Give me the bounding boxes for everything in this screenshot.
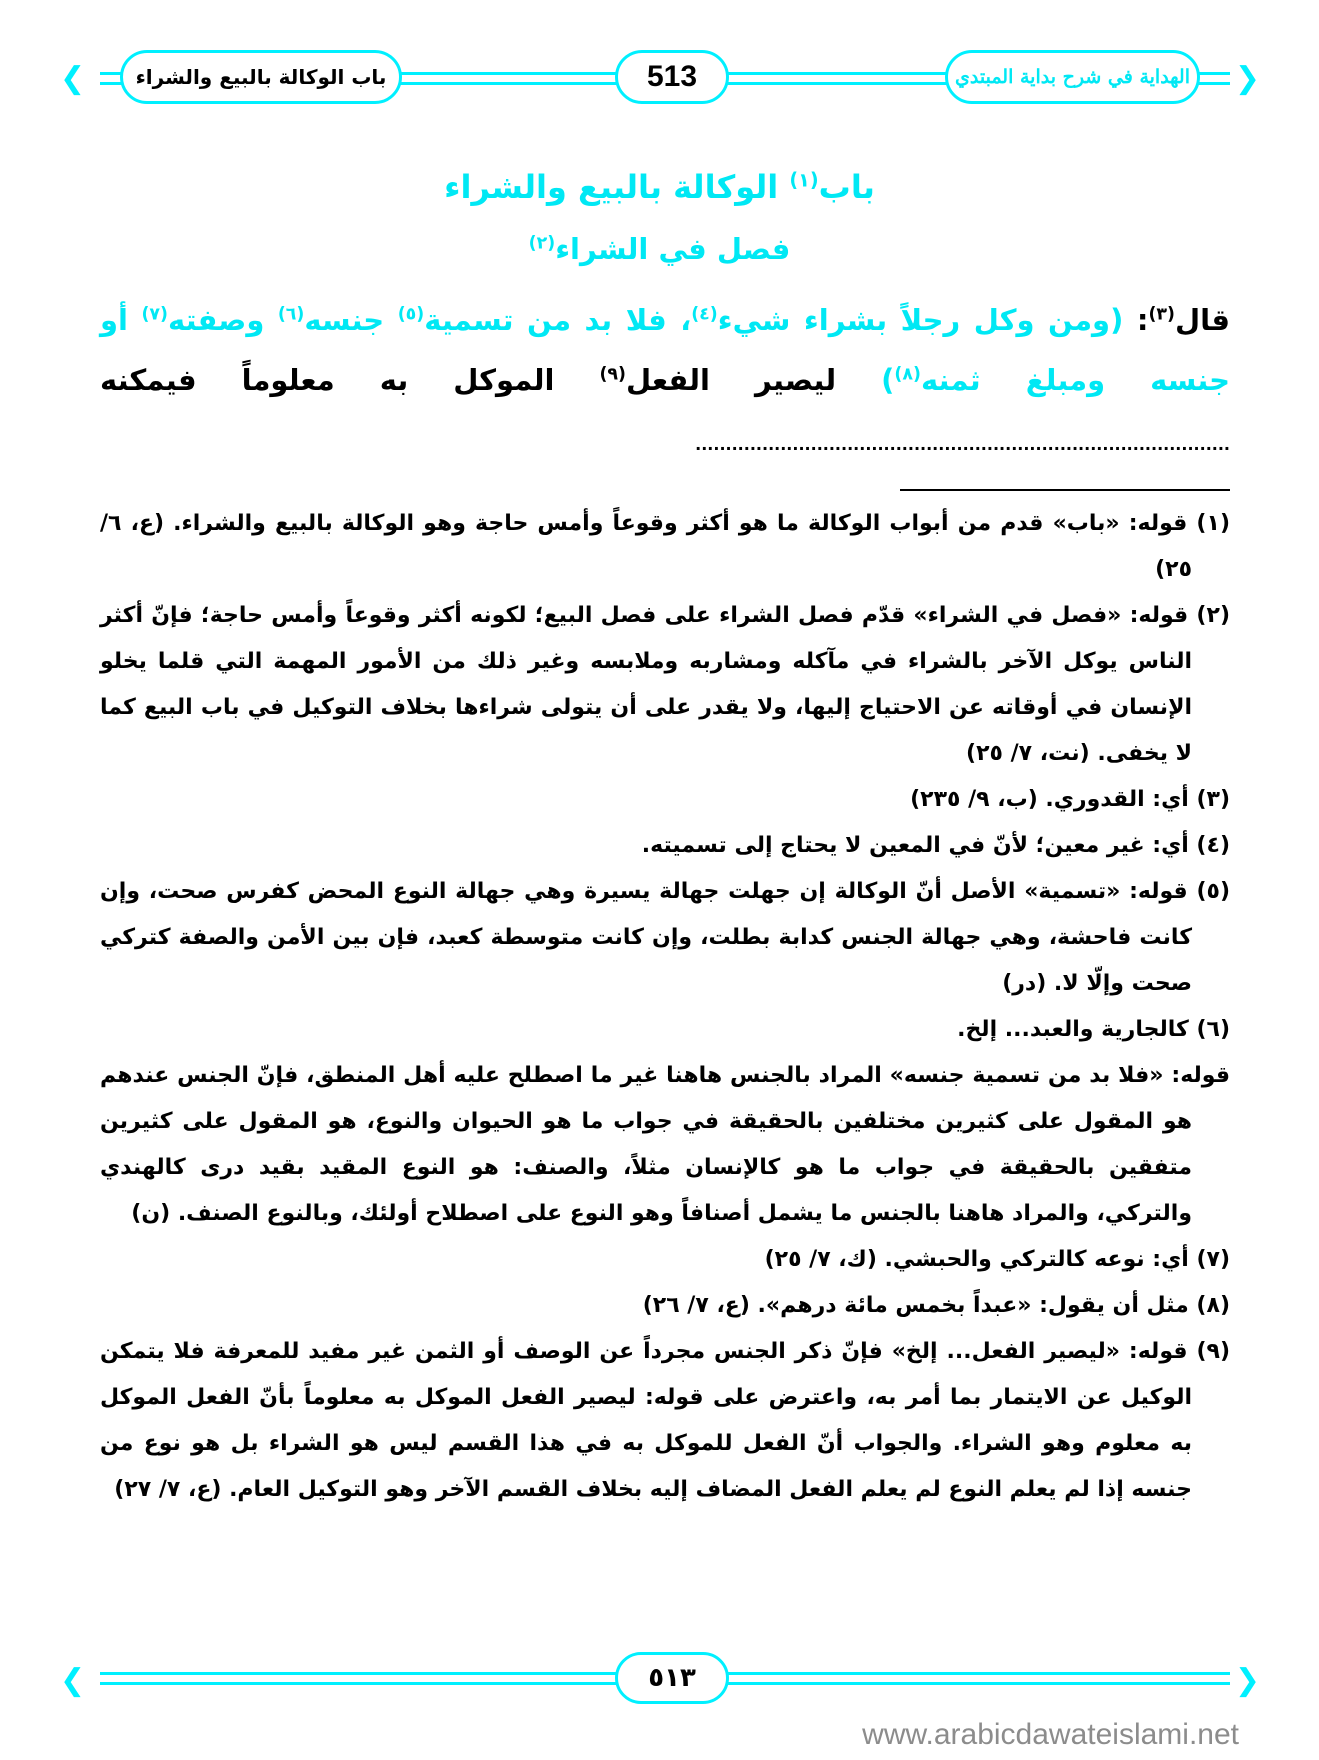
footnote: (١) قوله: «باب» قدم من أبواب الوكالة ما هو أكثر وقوعاً وأمس حاجة وهو الوكالة بالبيع والشراء. (ع، ٦/ ٢٥) bbox=[100, 511, 1230, 582]
footnote: (٢) قوله: «فصل في الشراء» قدّم فصل الشراء على فصل البيع؛ لكونه أكثر وقوعاً وأمس حاجة؛ فإنّ أكثر الناس يوكل الآخر بالشراء في مآكله ومشاربه وملابسه وغير ذلك من الأمور المهمة التي قلما يخلو الإنسان في أوقاته عن الاحتياج إليها، ولا يقدر على أن يتولى شراءها بخلاف التوكيل في باب البيع كما لا يخفى. (نت، ٧/ ٢٥) bbox=[100, 603, 1230, 766]
footnote-separator bbox=[900, 489, 1230, 491]
footnote-ref: (٢) bbox=[528, 233, 556, 254]
footnotes bbox=[100, 501, 1230, 1513]
continuation-dots: ........................................................................................ bbox=[695, 435, 1230, 454]
matn-part: (ومن وكل رجلاً بشراء شيء bbox=[717, 303, 1124, 337]
colon: : bbox=[1123, 303, 1149, 337]
matn-part: ) bbox=[881, 363, 895, 397]
footnote: (٨) مثل أن يقول: «عبداً بخمس مائة درهم». (ع، ٧/ ٢٦) bbox=[642, 1293, 1230, 1318]
footnote-ref: (٨) bbox=[894, 364, 921, 385]
footnote-ref: (٤) bbox=[691, 304, 718, 325]
footnote-ref: (٣) bbox=[1148, 304, 1175, 325]
footnote-ref: (٩) bbox=[599, 364, 626, 385]
footnote: (٥) قوله: «تسمية» الأصل أنّ الوكالة إن جهلت جهالة يسيرة وهي جهالة النوع المحض كفرس صحت، وإن كانت فاحشة، وهي جهالة الجنس كدابة بطلت، وإن كانت متوسطة كعبد، فإن بين الأمن والصفة كتركي صحت وإلّا لا. (در) bbox=[100, 879, 1230, 996]
footnote-ref: (٧) bbox=[141, 304, 168, 325]
matn-part: جنسه bbox=[304, 303, 398, 337]
page-number-top: 513 bbox=[615, 50, 729, 104]
footnote-ref: (٦) bbox=[277, 304, 305, 325]
footnote: قوله: «فلا بد من تسمية جنسه» المراد بالجنس هاهنا غير ما اصطلح عليه أهل المنطق، فإنّ الجنس عندهم هو المقول على كثيرين مختلفين بالحقيقة في جواب ما هو الحيوان والنوع، هو المقول على كثيرين متفقين بالحقيقة في جواب ما هو كالإنسان مثلاً، والصنف: هو النوع المقيد بقيد درى كالهندي والتركي، والمراد هاهنا بالجنس ما يشمل أصنافاً وهو النوع على اصطلاح أولئك، وبالنوع الصنف. (ن) bbox=[100, 1063, 1230, 1226]
commentary-part: الموكل به معلوماً فيمكنه bbox=[100, 363, 600, 397]
footnote-ref: (١) bbox=[789, 168, 819, 192]
page-body bbox=[100, 290, 1230, 1513]
chapter-title-b: الوكالة بالبيع والشراء bbox=[444, 168, 790, 206]
page-number-bottom: ٥١٣ bbox=[615, 1652, 729, 1704]
matn-part: أو جنسه ومبلغ ثمنه bbox=[100, 303, 1231, 397]
section-title bbox=[0, 232, 1319, 266]
footnote: (٦) كالجارية والعبد... إلخ. bbox=[957, 1017, 1230, 1042]
chapter-title-a: باب bbox=[818, 168, 875, 206]
website-watermark: www.arabicdawateislami.net bbox=[862, 1718, 1239, 1751]
footnote: (٤) أي: غير معين؛ لأنّ في المعين لا يحتاج إلى تسميته. bbox=[641, 833, 1230, 858]
footnote: (٧) أي: نوعه كالتركي والحبشي. (ك، ٧/ ٢٥) bbox=[764, 1247, 1230, 1272]
page-footer bbox=[60, 1652, 1260, 1708]
ornament-icon: ❮ bbox=[60, 1663, 86, 1698]
footnote: (٣) أي: القدوري. (ب، ٩/ ٢٣٥) bbox=[910, 787, 1230, 812]
ornament-icon: ❯ bbox=[1234, 1663, 1260, 1698]
section-title-text: فصل في الشراء bbox=[555, 232, 791, 266]
footnote: (٩) قوله: «ليصير الفعل... إلخ» فإنّ ذكر الجنس مجرداً عن الوصف أو الثمن غير مفيد للمعرفة فلا يتمكن الوكيل عن الايتمار بما أمر به، واعترض على قوله: ليصير الفعل الموكل به معلوماً بأنّ الفعل الموكل به معلوم وهو الشراء. والجواب أنّ الفعل للموكل به في هذا القسم ليس هو الشراء بل هو نوع من جنسه إذا لم يعلم النوع لم يعلم الفعل المضاف إليه بخلاف القسم الآخر وهو التوكيل العام. (ع، ٧/ ٢٧) bbox=[100, 1339, 1230, 1502]
ornament-icon: ❯ bbox=[1234, 61, 1260, 96]
matn-part: وصفته bbox=[168, 303, 278, 337]
matn-part: ، فلا بد من تسمية bbox=[424, 303, 692, 337]
commentary-part: ليصير الفعل bbox=[625, 363, 882, 397]
ornament-icon: ❮ bbox=[60, 61, 86, 96]
main-text bbox=[100, 290, 1230, 475]
footnote-ref: (٥) bbox=[397, 304, 425, 325]
book-title-logo: الهداية في شرح بداية المبتدي bbox=[945, 50, 1200, 104]
qal: قال bbox=[1174, 303, 1231, 337]
chapter-title bbox=[0, 168, 1319, 206]
chapter-running-title: باب الوكالة بالبيع والشراء bbox=[120, 50, 402, 104]
page-header bbox=[60, 50, 1260, 108]
